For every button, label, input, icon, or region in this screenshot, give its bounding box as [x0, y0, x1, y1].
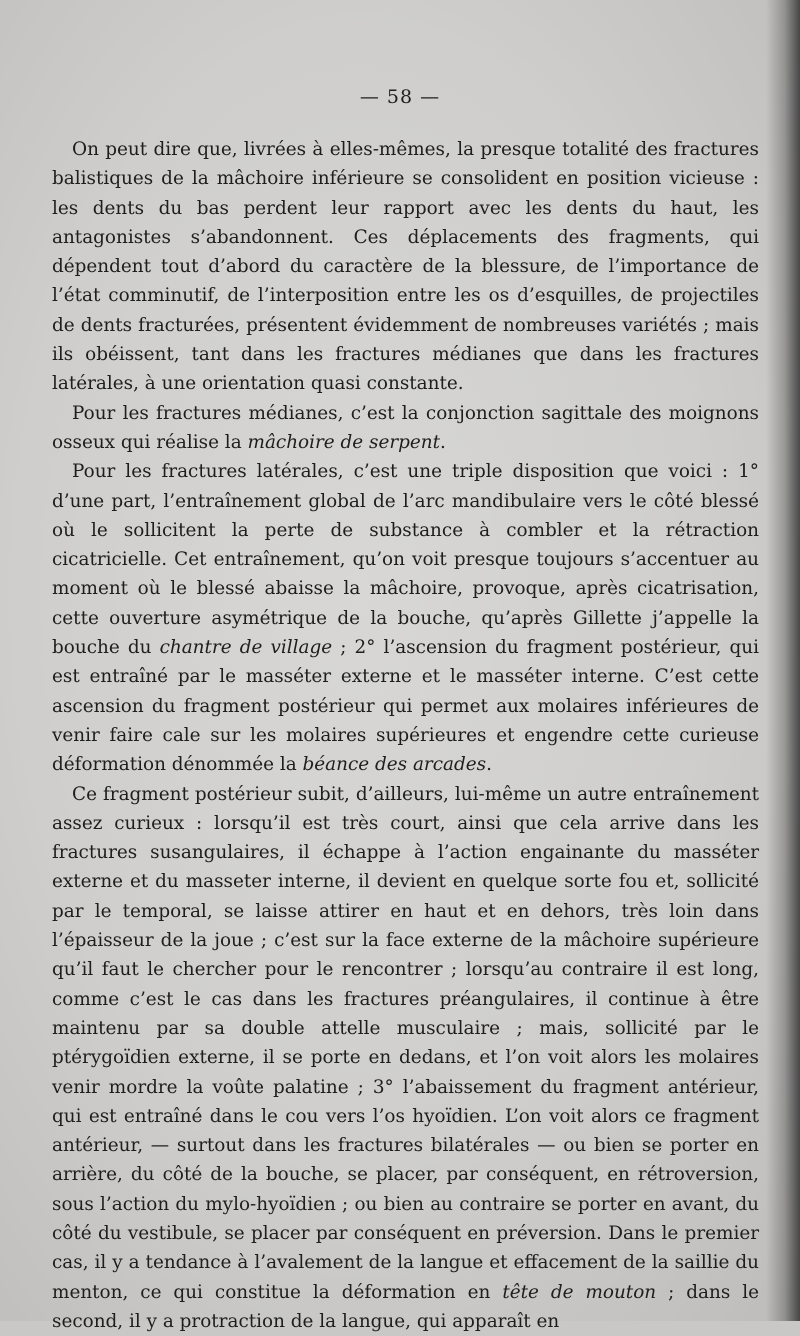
text-run: Pour les fractures médianes, c’est la conjonction sagittale des moignons osseux qui réalise la — [52, 402, 759, 453]
text-run: . — [486, 754, 492, 776]
text-run: . — [440, 431, 446, 453]
italic-term: chantre de village — [159, 637, 333, 659]
page-number: — 58 — — [359, 86, 441, 108]
paragraph — [52, 399, 759, 458]
italic-term: tête de mouton — [502, 1281, 657, 1303]
body-text — [52, 135, 759, 1336]
text-run: On peut dire que, livrées à elles-mêmes, la presque totalité des fractures balistiques de la mâchoire inférieure se consolident en position vicieuse : les dents du bas perdent leur rapport avec les dents du haut, les antagonistes s’abandonnent. Ces déplacements des fragments, qui dépendent tout d’abord du caractère de la blessure, de l’importance de l’état comminutif, de l’interposition entre les os d’esquilles, de projectiles de dents fracturées, présentent évidemment de nombreuses variétés ; mais ils obéissent, tant dans les fractures médianes que dans les fractures latérales, à une orientation quasi constante. — [52, 139, 759, 395]
paragraph — [52, 780, 759, 1336]
italic-term: mâchoire de serpent — [247, 431, 441, 453]
text-run: Pour les fractures latérales, c’est une triple disposition que voici : 1° d’une part, l’entraînement global de l’arc mandibulaire vers le côté blessé où le sollicitent la perte de substance à combler et la rétraction cicatricielle. Cet entraînement, qu’on voit presque toujours s’accentuer au moment où le blessé abaisse la mâchoire, provoque, après cicatrisation, cette ouverture asymétrique de la bouche, qu’après Gillette j’appelle la bouche du — [52, 461, 759, 659]
page-edge-shadow — [766, 0, 800, 1321]
paragraph — [52, 457, 759, 779]
text-run: ; dans le second, il y a protraction de la langue, qui apparaît en — [52, 1281, 760, 1332]
text-run: Ce fragment postérieur subit, d’ailleurs, lui-même un autre entraînement assez curieux : lorsqu’il est très court, ainsi que cela arrive dans les fractures susangulaires, il échappe à l’action engainante du masséter externe et du masseter interne, il devient en quelque sorte fou et, sollicité par le temporal, se laisse attirer en haut et en dehors, très loin dans l’épaisseur de la joue ; c’est sur la face externe de la mâchoire supérieure qu’il faut le chercher pour le rencontrer ; lorsqu’au contraire il est long, comme c’est le cas dans les fractures préangulaires, il continue à être maintenu par sa double attelle musculaire ; mais, sollicité par le ptérygoïdien externe, il se porte en dedans, et l’on voit alors les molaires venir mordre la voûte palatine ; 3° l’abaissement du fragment antérieur, qui est entraîné dans le cou vers l’os hyoïdien. L’on voit alors ce fragment antérieur, — surtout dans les fractures bilatérales — ou bien se porter en arrière, du côté de la bouche, se placer, par conséquent, en rétroversion, sous l’action du mylo-hyoïdien ; ou bien au contraire se porter en avant, du côté du vestibule, se placer par conséquent en préversion. Dans le premier cas, il y a tendance à l’avalement de la langue et effacement de la saillie du menton, ce qui constitue la déformation en — [52, 783, 759, 1303]
italic-term: béance des arcades — [302, 754, 487, 776]
paragraph — [52, 135, 759, 399]
text-run: ; 2° l’ascension du fragment postérieur, qui est entraîné par le masséter externe et le masséter interne. C’est cette ascension du fragment postérieur qui permet aux molaires inférieures de venir faire cale sur les molaires supérieures et engendre cette curieuse déformation dénommée la — [52, 637, 759, 776]
